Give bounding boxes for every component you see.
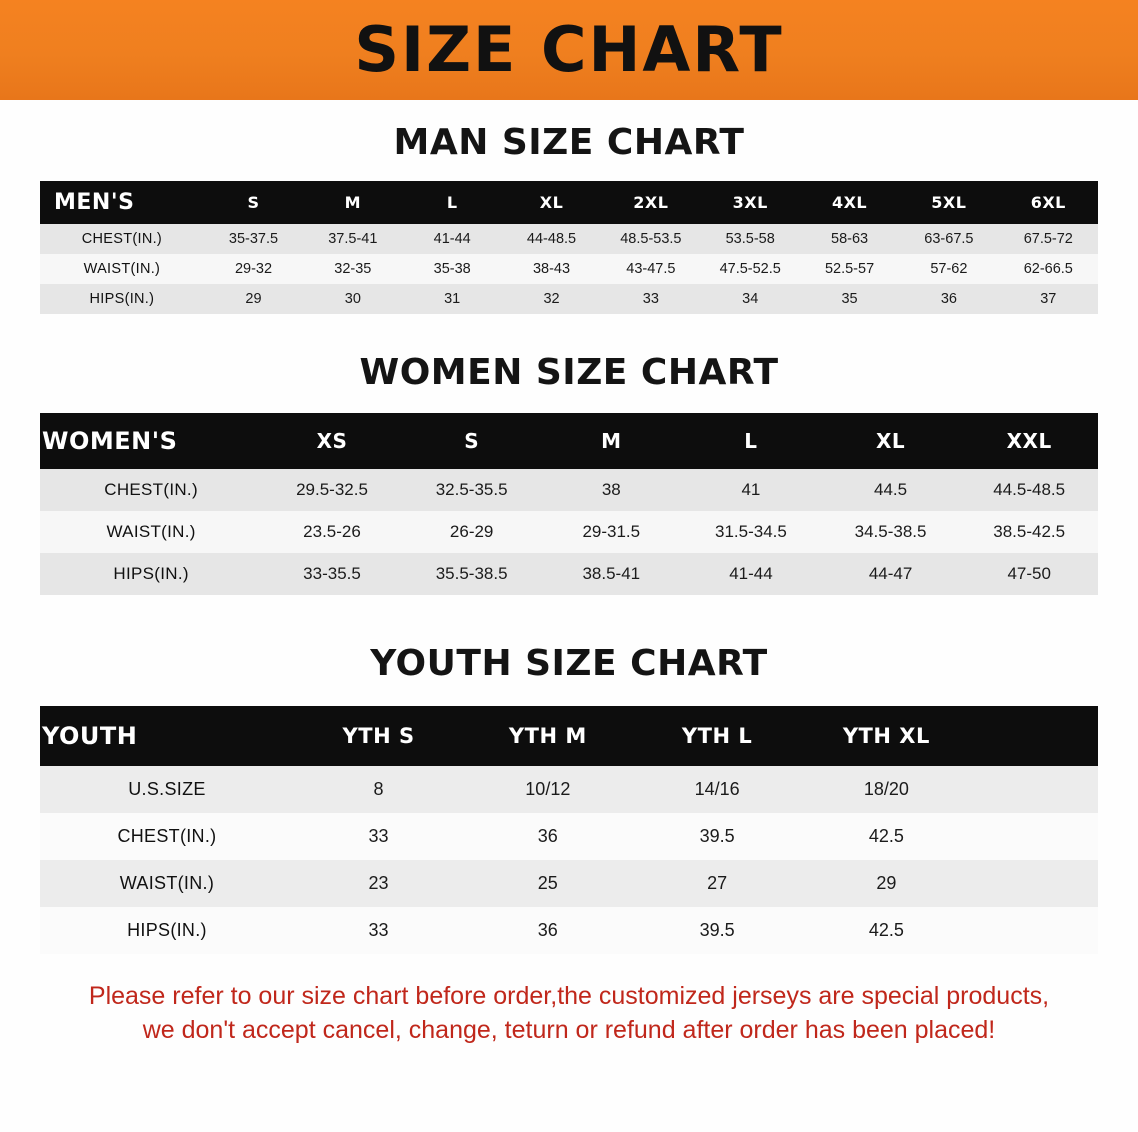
table-cell: 36 xyxy=(463,813,632,860)
column-header-m: M xyxy=(303,181,402,224)
table-cell: 38-43 xyxy=(502,254,601,284)
table-row xyxy=(40,813,1098,860)
table-cell: 29 xyxy=(204,284,303,314)
column-header-5xl: 5XL xyxy=(899,181,998,224)
column-header-m: M xyxy=(541,413,681,469)
table-cell-empty xyxy=(971,766,1098,813)
note-line-1: Please refer to our size chart before order,the customized jerseys are special products, xyxy=(88,982,1050,1010)
table-cell: 47.5-52.5 xyxy=(701,254,800,284)
table-cell: 52.5-57 xyxy=(800,254,899,284)
column-header-3xl: 3XL xyxy=(701,181,800,224)
table-cell: 41 xyxy=(681,469,821,511)
women-section-title: WOMEN SIZE CHART xyxy=(359,352,779,393)
column-header-s: S xyxy=(204,181,303,224)
column-header-xs: XS xyxy=(262,413,402,469)
row-label: HIPS(IN.) xyxy=(40,553,262,595)
note-line-2: we don't accept cancel, change, teturn or refund after order has been placed! xyxy=(142,1015,996,1044)
row-label: CHEST(IN.) xyxy=(40,813,294,860)
table-cell: 33-35.5 xyxy=(262,553,402,595)
table-cell: 30 xyxy=(303,284,402,314)
column-header-xxl: XXL xyxy=(960,413,1098,469)
table-cell: 41-44 xyxy=(403,224,502,254)
man-table-wrap xyxy=(0,181,1138,314)
table-cell: 35-38 xyxy=(403,254,502,284)
table-cell: 38 xyxy=(541,469,681,511)
table-cell: 32 xyxy=(502,284,601,314)
column-header-l: L xyxy=(681,413,821,469)
table-cell: 44-47 xyxy=(821,553,961,595)
table-cell: 29-32 xyxy=(204,254,303,284)
row-label: CHEST(IN.) xyxy=(40,224,204,254)
column-header-2xl: 2XL xyxy=(601,181,700,224)
table-cell: 53.5-58 xyxy=(701,224,800,254)
table-cell: 33 xyxy=(294,907,463,954)
column-header-xl: XL xyxy=(502,181,601,224)
table-cell: 43-47.5 xyxy=(601,254,700,284)
table-cell: 48.5-53.5 xyxy=(601,224,700,254)
table-cell: 35 xyxy=(800,284,899,314)
table-cell-empty xyxy=(971,860,1098,907)
man-size-table xyxy=(40,181,1098,314)
column-header-spacer xyxy=(971,706,1098,766)
table-row xyxy=(40,224,1098,254)
table-row xyxy=(40,254,1098,284)
table-cell: 37.5-41 xyxy=(303,224,402,254)
man-table-body xyxy=(40,224,1098,314)
table-cell: 37 xyxy=(999,284,1098,314)
row-label: U.S.SIZE xyxy=(40,766,294,813)
row-label: CHEST(IN.) xyxy=(40,469,262,511)
row-label: HIPS(IN.) xyxy=(40,907,294,954)
table-cell: 38.5-42.5 xyxy=(960,511,1098,553)
table-cell: 34 xyxy=(701,284,800,314)
table-cell: 10/12 xyxy=(463,766,632,813)
table-cell: 35-37.5 xyxy=(204,224,303,254)
table-cell: 32-35 xyxy=(303,254,402,284)
table-cell: 29 xyxy=(802,860,971,907)
women-table-body xyxy=(40,469,1098,595)
table-cell: 36 xyxy=(899,284,998,314)
table-cell: 58-63 xyxy=(800,224,899,254)
table-cell: 27 xyxy=(632,860,801,907)
page-title: SIZE CHART xyxy=(354,13,784,86)
table-row xyxy=(40,907,1098,954)
table-cell: 39.5 xyxy=(632,907,801,954)
women-size-table xyxy=(40,413,1098,595)
table-cell: 33 xyxy=(294,813,463,860)
table-cell: 34.5-38.5 xyxy=(821,511,961,553)
man-header-label: MEN'S xyxy=(40,181,204,224)
table-cell: 57-62 xyxy=(899,254,998,284)
table-row xyxy=(40,553,1098,595)
table-row xyxy=(40,766,1098,813)
column-header-yth-s: YTH S xyxy=(294,706,463,766)
column-header-s: S xyxy=(402,413,542,469)
row-label: WAIST(IN.) xyxy=(40,511,262,553)
youth-table-head xyxy=(40,706,1098,766)
column-header-yth-l: YTH L xyxy=(632,706,801,766)
table-cell: 44.5 xyxy=(821,469,961,511)
table-cell-empty xyxy=(971,907,1098,954)
table-cell: 29.5-32.5 xyxy=(262,469,402,511)
table-cell: 41-44 xyxy=(681,553,821,595)
table-cell: 62-66.5 xyxy=(999,254,1098,284)
table-cell: 23 xyxy=(294,860,463,907)
table-row xyxy=(40,860,1098,907)
women-table-head xyxy=(40,413,1098,469)
table-cell: 23.5-26 xyxy=(262,511,402,553)
table-cell: 44-48.5 xyxy=(502,224,601,254)
man-section-title: MAN SIZE CHART xyxy=(393,122,745,163)
column-header-l: L xyxy=(403,181,502,224)
column-header-4xl: 4XL xyxy=(800,181,899,224)
table-cell: 25 xyxy=(463,860,632,907)
table-cell: 63-67.5 xyxy=(899,224,998,254)
column-header-yth-m: YTH M xyxy=(463,706,632,766)
column-header-xl: XL xyxy=(821,413,961,469)
table-cell: 39.5 xyxy=(632,813,801,860)
table-header-row xyxy=(40,706,1098,766)
table-cell: 33 xyxy=(601,284,700,314)
row-label: HIPS(IN.) xyxy=(40,284,204,314)
youth-table-wrap xyxy=(0,706,1138,954)
table-cell: 47-50 xyxy=(960,553,1098,595)
youth-header-label: YOUTH xyxy=(40,706,294,766)
table-cell: 29-31.5 xyxy=(541,511,681,553)
women-header-label: WOMEN'S xyxy=(40,413,262,469)
table-cell: 38.5-41 xyxy=(541,553,681,595)
table-cell: 14/16 xyxy=(632,766,801,813)
table-row xyxy=(40,511,1098,553)
table-cell: 32.5-35.5 xyxy=(402,469,542,511)
table-cell: 31 xyxy=(403,284,502,314)
table-cell: 18/20 xyxy=(802,766,971,813)
page-banner xyxy=(0,0,1138,100)
table-cell: 42.5 xyxy=(802,813,971,860)
table-cell: 31.5-34.5 xyxy=(681,511,821,553)
table-cell: 42.5 xyxy=(802,907,971,954)
women-table-wrap xyxy=(0,413,1138,595)
youth-size-table xyxy=(40,706,1098,954)
table-cell: 36 xyxy=(463,907,632,954)
table-header-row xyxy=(40,181,1098,224)
youth-table-body xyxy=(40,766,1098,954)
column-header-yth-xl: YTH XL xyxy=(802,706,971,766)
table-row xyxy=(40,284,1098,314)
table-row xyxy=(40,469,1098,511)
table-cell: 67.5-72 xyxy=(999,224,1098,254)
youth-section-title: YOUTH SIZE CHART xyxy=(370,643,768,684)
order-policy-note xyxy=(36,980,1102,1048)
table-cell: 8 xyxy=(294,766,463,813)
table-cell: 35.5-38.5 xyxy=(402,553,542,595)
table-cell: 26-29 xyxy=(402,511,542,553)
table-header-row xyxy=(40,413,1098,469)
row-label: WAIST(IN.) xyxy=(40,860,294,907)
table-cell: 44.5-48.5 xyxy=(960,469,1098,511)
column-header-6xl: 6XL xyxy=(999,181,1098,224)
table-cell-empty xyxy=(971,813,1098,860)
row-label: WAIST(IN.) xyxy=(40,254,204,284)
man-table-head xyxy=(40,181,1098,224)
